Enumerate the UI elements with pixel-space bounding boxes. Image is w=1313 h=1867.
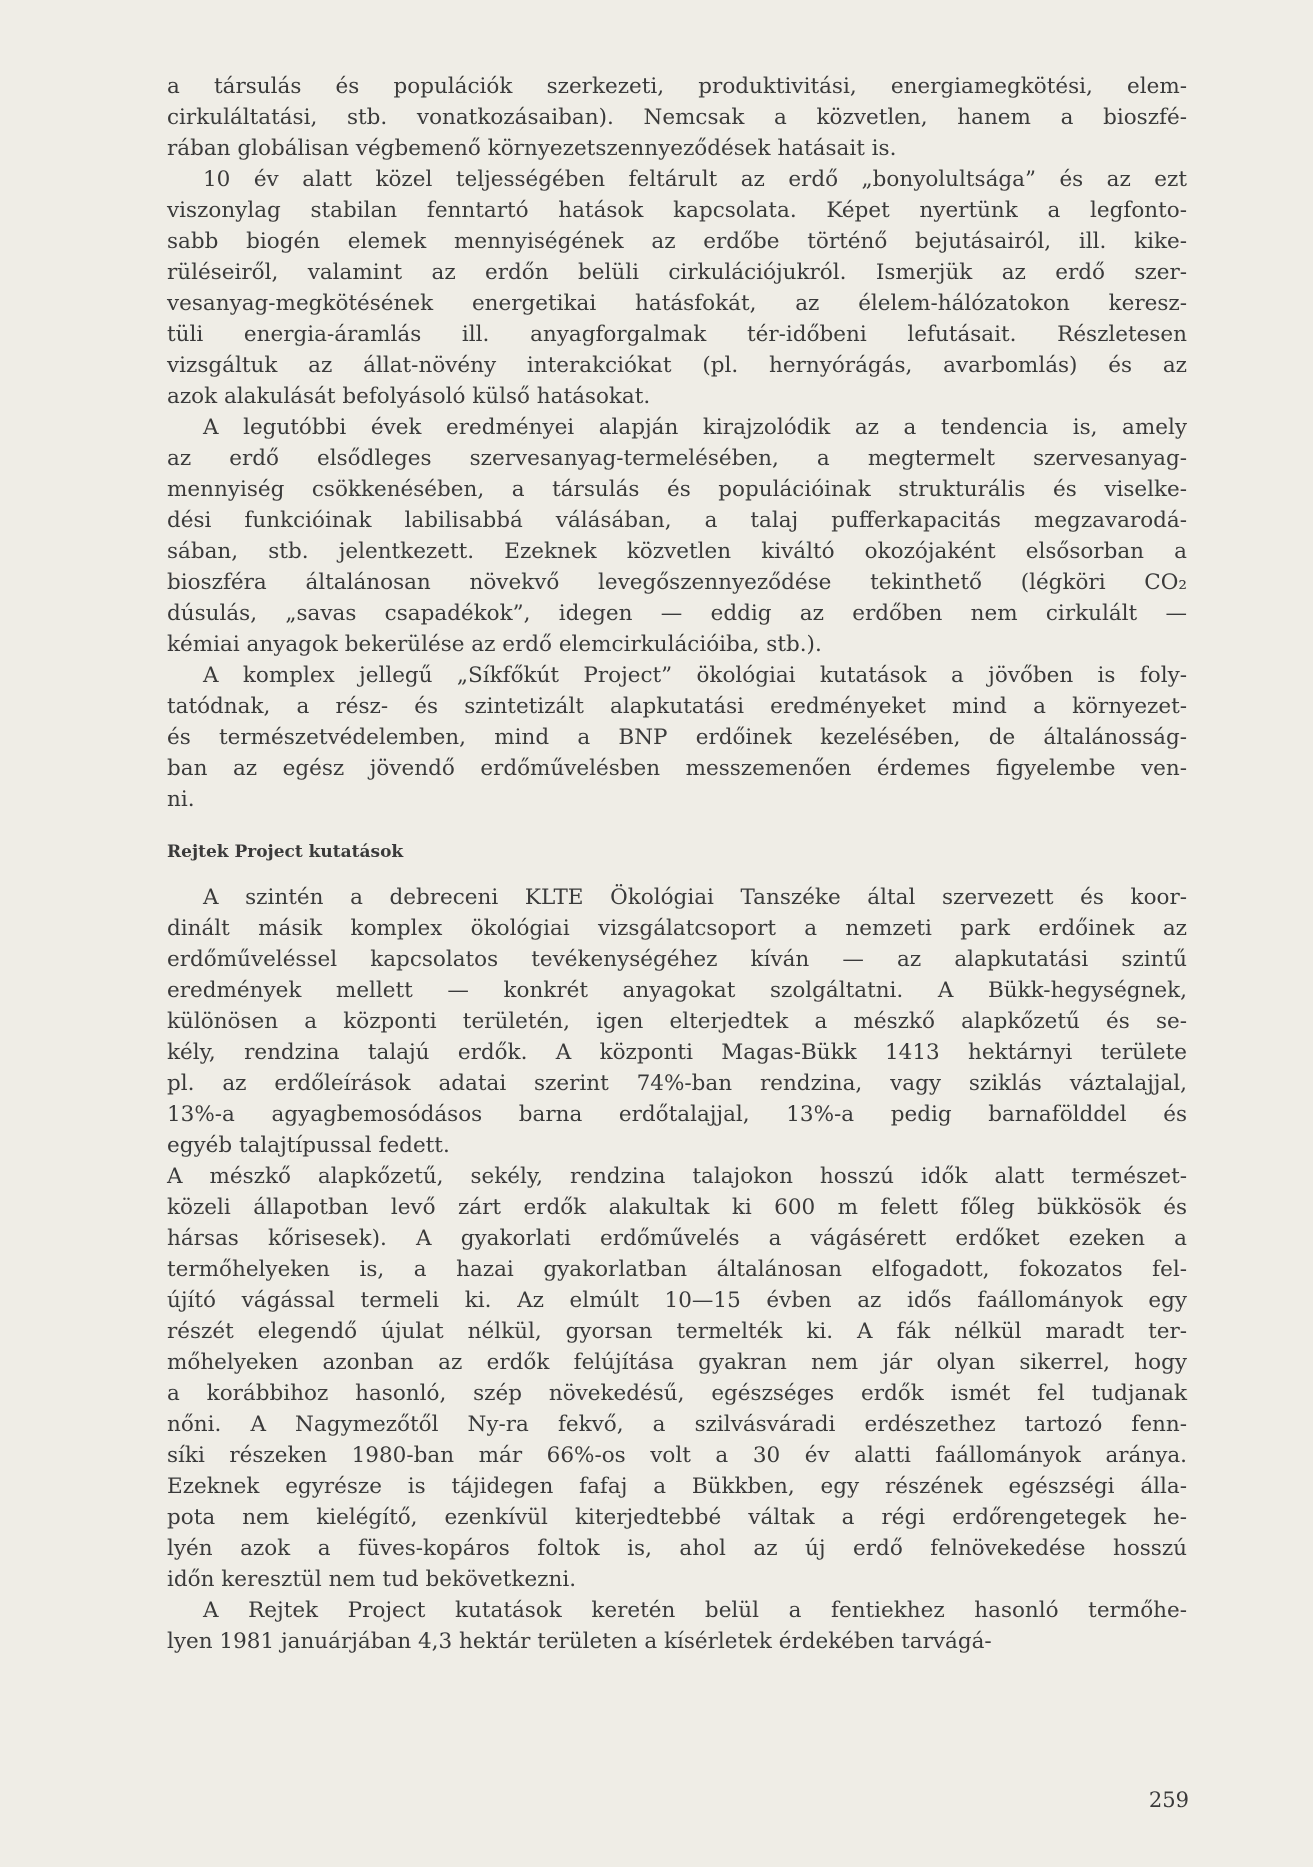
text-line: újító vágással termeli ki. Az elmúlt 10—15 évben az idős faállományok egy — [167, 1288, 1187, 1313]
text-line: lyén azok a füves-kopáros foltok is, ahol az új erdő felnövekedése hosszú — [167, 1536, 1187, 1561]
text-line: termőhelyeken is, a hazai gyakorlatban általánosan elfogadott, fokozatos fel- — [167, 1257, 1187, 1282]
text-line: az erdő elsődleges szervesanyag-termelésében, a megtermelt szervesanyag- — [167, 446, 1187, 471]
text-line: A legutóbbi évek eredményei alapján kirajzolódik az a tendencia is, amely — [203, 415, 1187, 440]
text-line: ni. — [167, 787, 195, 812]
section-heading: Rejtek Project kutatások — [167, 842, 404, 862]
text-line: pota nem kielégítő, ezenkívül kiterjedtebbé váltak a régi erdőrengetegek he- — [167, 1505, 1187, 1530]
text-line: pl. az erdőleírások adatai szerint 74%-ban rendzina, vagy sziklás váztalajjal, — [167, 1071, 1187, 1096]
text-line: a korábbihoz hasonló, szép növekedésű, egészséges erdők ismét fel tudjanak — [167, 1381, 1187, 1406]
text-line: ban az egész jövendő erdőművelésben messzemenően érdemes figyelembe ven- — [167, 756, 1187, 781]
text-line: kély, rendzina talajú erdők. A központi Magas-Bükk 1413 hektárnyi területe — [167, 1040, 1187, 1065]
text-line: A szintén a debreceni KLTE Ökológiai Tanszéke által szervezett és koor- — [203, 885, 1187, 910]
text-line: különösen a központi területén, igen elterjedtek a mészkő alapkőzetű és se- — [167, 1009, 1187, 1034]
page-number: 259 — [1148, 1788, 1189, 1812]
text-line: időn keresztül nem tud bekövetkezni. — [167, 1567, 577, 1592]
text-line: viszonylag stabilan fenntartó hatások kapcsolata. Képet nyertünk a legfonto- — [167, 198, 1187, 223]
text-line: 13%-a agyagbemosódásos barna erdőtalajjal, 13%-a pedig barnafölddel és — [167, 1102, 1187, 1127]
section-1-text — [167, 71, 1187, 815]
text-line: azok alakulását befolyásoló külső hatásokat. — [167, 384, 651, 409]
text-line: vesanyag-megkötésének energetikai hatásfokát, az élelem-hálózatokon keresz- — [167, 291, 1187, 316]
text-line: és természetvédelemben, mind a BNP erdőinek kezelésében, de általánosság- — [167, 725, 1187, 750]
text-line: nőni. A Nagymezőtől Ny-ra fekvő, a szilvásváradi erdészethez tartozó fenn- — [167, 1412, 1187, 1437]
text-line: 10 év alatt közel teljességében feltárult az erdő „bonyolultsága” és az ezt — [203, 167, 1187, 192]
text-line: bioszféra általánosan növekvő levegőszennyeződése tekinthető (légköri CO₂ — [167, 570, 1187, 595]
text-line: cirkuláltatási, stb. vonatkozásaiban). Nemcsak a közvetlen, hanem a bioszfé- — [167, 105, 1187, 130]
text-line: részét elegendő újulat nélkül, gyorsan termelték ki. A fák nélkül maradt ter- — [167, 1319, 1187, 1344]
text-line: rüléseiről, valamint az erdőn belüli cirkulációjukról. Ismerjük az erdő szer- — [167, 260, 1187, 285]
text-line: kémiai anyagok bekerülése az erdő elemcirkulációiba, stb.). — [167, 632, 822, 657]
text-line: a társulás és populációk szerkezeti, produktivitási, energiamegkötési, elem- — [167, 74, 1187, 99]
text-line: síki részeken 1980-ban már 66%-os volt a 30 év alatti faállományok aránya. — [167, 1443, 1187, 1468]
text-line: vizsgáltuk az állat-növény interakciókat (pl. hernyórágás, avarbomlás) és az — [167, 353, 1187, 378]
text-line: rában globálisan végbemenő környezetszennyeződések hatásait is. — [167, 136, 897, 161]
text-line: A mészkő alapkőzetű, sekély, rendzina talajokon hosszú idők alatt természet- — [167, 1164, 1187, 1189]
text-line: egyéb talajtípussal fedett. — [167, 1133, 450, 1158]
text-line: eredmények mellett — konkrét anyagokat szolgáltatni. A Bükk-hegységnek, — [167, 978, 1187, 1003]
text-line: lyen 1981 januárjában 4,3 hektár területen a kísérletek érdekében tarvágá- — [167, 1629, 992, 1654]
text-line: mőhelyeken azonban az erdők felújítása gyakran nem jár olyan sikerrel, hogy — [167, 1350, 1187, 1375]
text-line: tatódnak, a rész- és szintetizált alapkutatási eredményeket mind a környezet- — [167, 694, 1187, 719]
text-line: tüli energia-áramlás ill. anyagforgalmak tér-időbeni lefutásait. Részletesen — [167, 322, 1187, 347]
text-line: sában, stb. jelentkezett. Ezeknek közvetlen kiváltó okozójaként elsősorban a — [167, 539, 1187, 564]
text-line: hársas kőrisesek). A gyakorlati erdőművelés a vágásérett erdőket ezeken a — [167, 1226, 1187, 1251]
section-2-text — [167, 882, 1187, 1657]
text-line: mennyiség csökkenésében, a társulás és populációinak strukturális és viselke- — [167, 477, 1187, 502]
text-line: közeli állapotban levő zárt erdők alakultak ki 600 m felett főleg bükkösök és — [167, 1195, 1187, 1220]
text-line: dinált másik komplex ökológiai vizsgálatcsoport a nemzeti park erdőinek az — [167, 916, 1187, 941]
text-line: dési funkcióinak labilisabbá válásában, a talaj pufferkapacitás megzavarodá- — [167, 508, 1187, 533]
text-line: Ezeknek egyrésze is tájidegen fafaj a Bükkben, egy részének egészségi álla- — [167, 1474, 1187, 1499]
text-line: sabb biogén elemek mennyiségének az erdőbe történő bejutásairól, ill. kike- — [167, 229, 1187, 254]
text-line: A komplex jellegű „Síkfőkút Project” ökológiai kutatások a jövőben is foly- — [203, 663, 1187, 688]
text-line: A Rejtek Project kutatások keretén belül a fentiekhez hasonló termőhe- — [203, 1598, 1187, 1623]
text-line: dúsulás, „savas csapadékok”, idegen — eddig az erdőben nem cirkulált — — [167, 601, 1187, 626]
text-line: erdőműveléssel kapcsolatos tevékenységéhez kíván — az alapkutatási szintű — [167, 947, 1187, 972]
